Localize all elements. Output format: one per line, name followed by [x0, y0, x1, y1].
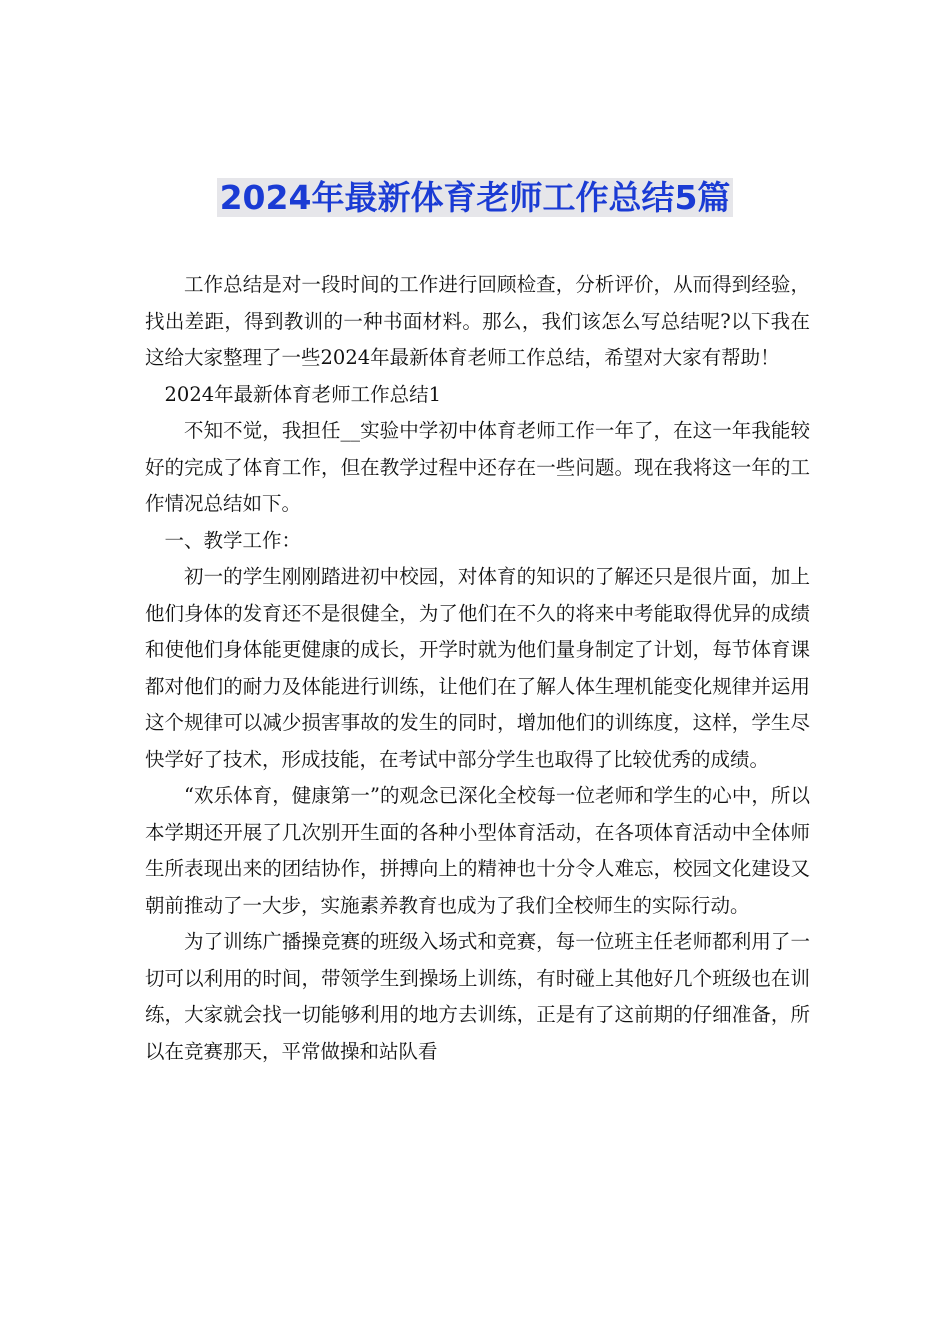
body-paragraph: 为了训练广播操竞赛的班级入场式和竞赛，每一位班主任老师都利用了一切可以利用的时间，带领学生到操场上训练，有时碰上其他好几个班级也在训练，大家就会找一切能够利用的地方去训练，正是有了这前期的仔细准备，所以在竞赛那天，平常做操和站队看 [145, 930, 810, 1063]
document-body [145, 267, 810, 1070]
body-paragraph: 初一的学生刚刚踏进初中校园，对体育的知识的了解还只是很片面，加上他们身体的发育还不是很健全，为了他们在不久的将来中考能取得优异的成绩和使他们身体能更健康的成长，开学时就为他们量身制定了计划，每节体育课都对他们的耐力及体能进行训练，让他们在了解人体生理机能变化规律并运用这个规律可以减少损害事故的发生的同时，增加他们的训练度，这样，学生尽快学好了技术，形成技能，在考试中部分学生也取得了比较优秀的成绩。 [145, 565, 810, 771]
body-paragraph: 不知不觉，我担任__实验中学初中体育老师工作一年了，在这一年我能较好的完成了体育工作，但在教学过程中还存在一些问题。现在我将这一年的工作情况总结如下。 [145, 419, 810, 515]
subsection-heading: 一、教学工作： [164, 528, 302, 552]
document-title [0, 172, 950, 224]
body-paragraph: “欢乐体育，健康第一”的观念已深化全校每一位老师和学生的心中，所以本学期还开展了几次别开生面的各种小型体育活动，在各项体育活动中全体师生所表现出来的团结协作，拼搏向上的精神也十分令人难忘，校园文化建设又朝前推动了一大步，实施素养教育也成为了我们全校师生的实际行动。 [145, 784, 810, 917]
intro-paragraph: 工作总结是对一段时间的工作进行回顾检查，分析评价，从而得到经验，找出差距，得到教训的一种书面材料。那么，我们该怎么写总结呢?以下我在这给大家整理了一些2024年最新体育老师工作总结，希望对大家有帮助！ [145, 273, 810, 369]
section-heading-1: 2024年最新体育老师工作总结1 [164, 382, 442, 406]
document-title-text: 2024年最新体育老师工作总结5篇 [217, 178, 734, 217]
